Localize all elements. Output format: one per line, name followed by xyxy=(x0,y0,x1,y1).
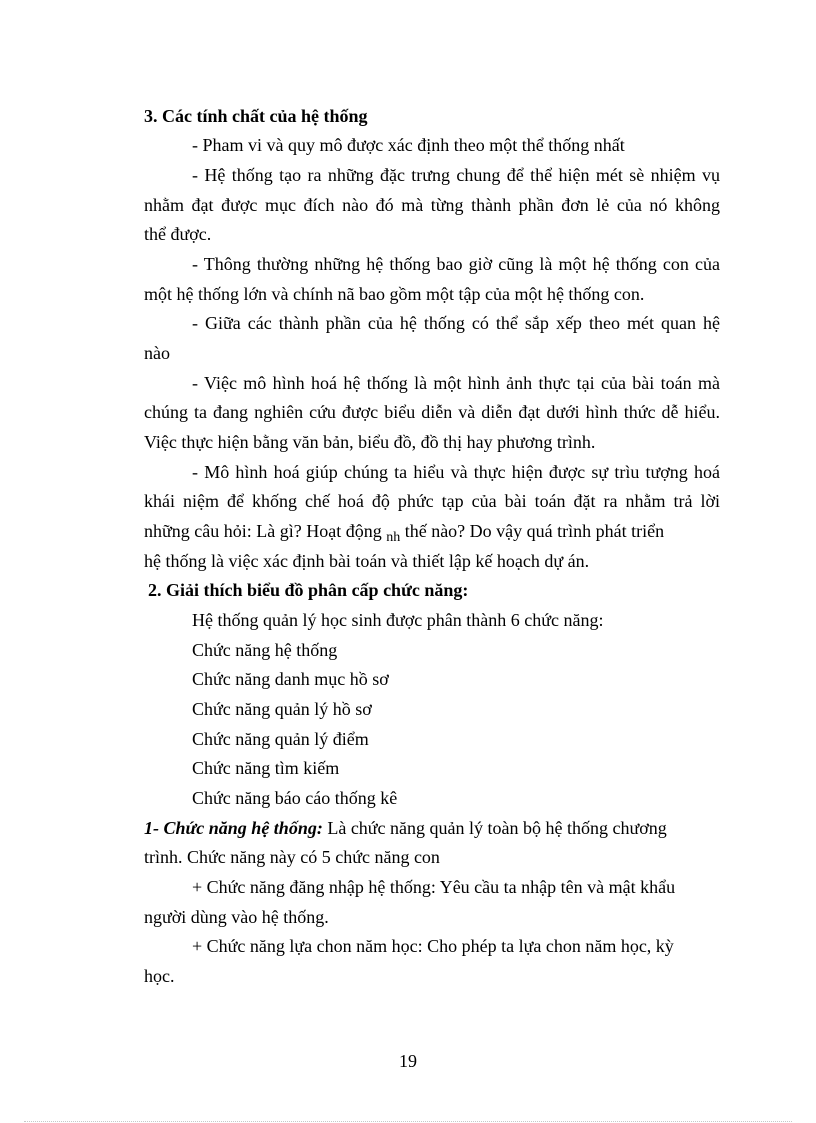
function-1-line xyxy=(144,816,720,840)
function-1-description-line: trình. Chức năng này có 5 chức năng con xyxy=(144,847,440,867)
paragraph-abstraction-line: - Mô hình hoá giúp chúng ta hiểu và thực hiện được sự trìu tượng hoá xyxy=(192,462,720,482)
function-list-item: Chức năng quản lý điểm xyxy=(192,729,369,749)
paragraph-modeling-line: Việc thực hiện bằng văn bản, biểu đồ, đồ thị hay phương trình. xyxy=(144,432,596,452)
paragraph-modeling-line: chúng ta đang nghiên cứu được biểu diễn và diễn đạt dưới hình thức dễ hiểu. xyxy=(144,402,720,422)
paragraph-abstraction-line xyxy=(144,519,720,546)
functions-intro: Hệ thống quản lý học sinh được phân thành 6 chức năng: xyxy=(192,610,604,630)
paragraph-abstraction-line: hệ thống là việc xác định bài toán và thiết lập kế hoạch dự án. xyxy=(144,551,590,571)
stray-subscript-text: nh xyxy=(386,530,401,545)
function-list-item: Chức năng danh mục hồ sơ xyxy=(192,669,389,689)
questions-text: những câu hỏi: Là gì? Hoạt động xyxy=(144,521,382,541)
paragraph-abstraction-line: khái niệm để khống chế hoá độ phức tạp của bài toán đặt ra nhằm trả lời xyxy=(144,491,720,511)
login-subfunction-line: + Chức năng đăng nhập hệ thống: Yêu cầu ta nhập tên và mật khẩu xyxy=(192,877,676,897)
paragraph-characteristics-line: thể được. xyxy=(144,224,212,244)
section-2-heading: 2. Giải thích biểu đồ phân cấp chức năng: xyxy=(148,580,469,600)
paragraph-subsystem-line: một hệ thống lớn và chính nã bao gồm một tập của một hệ thống con. xyxy=(144,284,645,304)
function-1-description: Là chức năng quản lý toàn bộ hệ thống chương xyxy=(322,818,667,838)
function-list-item: Chức năng hệ thống xyxy=(192,640,338,660)
school-year-subfunction-line: học. xyxy=(144,966,175,986)
paragraph-subsystem-line: - Thông thường những hệ thống bao giờ cũng là một hệ thống con của xyxy=(192,254,720,274)
function-list-item: Chức năng báo cáo thống kê xyxy=(192,788,398,808)
paragraph-scope: - Pham vi và quy mô được xác định theo một thể thống nhất xyxy=(192,135,625,155)
school-year-subfunction-line: + Chức năng lựa chon năm học: Cho phép ta lựa chon năm học, kỳ xyxy=(192,936,674,956)
paragraph-relations-line: nào xyxy=(144,343,170,363)
questions-text-continued: thế nào? Do vậy quá trình phát triển xyxy=(404,521,665,541)
function-1-title: 1- Chức năng hệ thống: xyxy=(144,818,323,838)
login-subfunction-line: người dùng vào hệ thống. xyxy=(144,907,329,927)
paragraph-characteristics-line: - Hệ thống tạo ra những đặc trưng chung để thể hiện mét sè nhiệm vụ xyxy=(192,165,720,185)
function-list-item: Chức năng tìm kiếm xyxy=(192,758,340,778)
paragraph-relations-line: - Giữa các thành phần của hệ thống có thể sắp xếp theo mét quan hệ xyxy=(192,313,720,333)
paragraph-modeling-line: - Việc mô hình hoá hệ thống là một hình ảnh thực tại của bài toán mà xyxy=(192,373,720,393)
page-number: 19 xyxy=(399,1051,417,1071)
function-list-item: Chức năng quản lý hồ sơ xyxy=(192,699,372,719)
page-bottom-divider xyxy=(24,1121,792,1122)
section-3-heading: 3. Các tính chất của hệ thống xyxy=(144,106,368,126)
paragraph-characteristics-line: nhằm đạt được mục đích nào đó mà từng thành phần đơn lẻ của nó không xyxy=(144,195,720,215)
